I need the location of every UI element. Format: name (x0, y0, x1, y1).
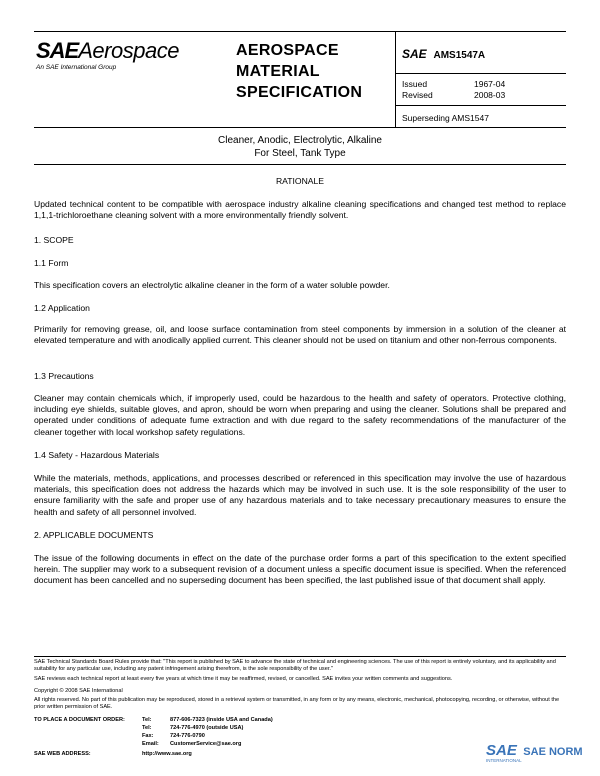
tel2-value: 724-776-4970 (outside USA) (170, 725, 244, 731)
footer-copyright: Copyright © 2008 SAE International (34, 688, 123, 694)
fax-label: Fax: (142, 733, 154, 739)
footer-rules-text: SAE Technical Standards Board Rules provide that: "This report is published by SAE to advance the state of technical and engineering sciences. The use of this report is entirely voluntary, and its applicability and suitability for any particular use, including any patent infringement arising therefrom, is the sole responsibility of the user." (34, 659, 556, 673)
email-value[interactable]: CustomerService@sae.org (170, 741, 242, 747)
section-1-2-text: Primarily for removing grease, oil, and loose surface contamination from steel components by immersion in a solution of the cleaner at elevated temperature and with anodically applied current. This cleaner should not be used on titanium and other non-ferrous components. (34, 324, 566, 346)
header-bottom-rule (34, 127, 566, 128)
header-top-rule (34, 31, 566, 32)
header-divider (395, 31, 396, 127)
email-label: Email: (142, 741, 159, 747)
doc-type-line1: AEROSPACE (236, 42, 339, 59)
header-number-rule (395, 73, 566, 74)
section-1-heading: 1. SCOPE (34, 235, 74, 245)
logo-aerospace: Aerospace (78, 38, 179, 63)
document-number: AMS1547A (433, 50, 486, 61)
section-1-2-heading: 1.2 Application (34, 303, 90, 313)
section-1-4-heading: 1.4 Safety - Hazardous Materials (34, 450, 160, 460)
logo-tagline: An SAE International Group (36, 64, 117, 71)
footer-rights-text: All rights reserved. No part of this publication may be reproduced, stored in a retrieval system or transmitted, in any form or by any means, electronic, mechanical, photocopying, recording, or otherwise, without the prior written permission of SAE. (34, 697, 560, 711)
doc-type-line3: SPECIFICATION (236, 84, 363, 101)
section-1-3-heading: 1.3 Precautions (34, 371, 94, 381)
issued-date: 1967-04 (474, 79, 506, 89)
rationale-text: Updated technical content to be compatible with aerospace industry alkaline cleaning specifications and changed test method to replace 1,1,1-trichloroethane cleaning solvent with a more environmentally friendly solvent. (34, 199, 566, 221)
norm-logo-sub: INTERNATIONAL (486, 758, 522, 763)
revised-label: Revised (402, 90, 433, 100)
document-type (236, 40, 362, 103)
issued-label: Issued (402, 79, 428, 89)
order-label: TO PLACE A DOCUMENT ORDER: (34, 717, 125, 723)
section-1-1-heading: 1.1 Form (34, 258, 69, 268)
fax-value: 724-776-0790 (170, 733, 205, 739)
footer-rule (34, 656, 566, 657)
revised-date: 2008-03 (474, 90, 506, 100)
document-number-block (402, 47, 485, 61)
superseding-note: Superseding AMS1547 (402, 113, 489, 123)
tel-value: 877-606-7323 (inside USA and Canada) (170, 717, 273, 723)
sae-norm-logo (486, 742, 583, 766)
header-dates-rule (395, 105, 566, 106)
section-1-1-text: This specification covers an electrolytic alkaline cleaner in the form of a water soluble powder. (34, 280, 390, 290)
norm-logo-sae: SAE (486, 742, 517, 759)
footer-review-text: SAE reviews each technical report at least every five years at which time it may be reaffirmed, revised, or cancelled. SAE invites your written comments and suggestions. (34, 676, 453, 682)
norm-logo-text: SAE NORM (523, 746, 583, 758)
section-1-3-text: Cleaner may contain chemicals which, if improperly used, could be hazardous to the health and safety of operators. Protective clothing, including eye shields, suitable gloves, and apron, should be worn when preparing and using the cleaner. Solutions shall be prepared and operated under conditions of adequate fume extraction and with due regard to the safety recommendations of the manufacturer of the cleaner together with local workshop safety regulations. (34, 393, 566, 437)
web-label: SAE WEB ADDRESS: (34, 751, 91, 757)
tel2-label: Tel: (142, 725, 152, 731)
web-value[interactable]: http://www.sae.org (142, 751, 192, 757)
doc-type-line2: MATERIAL (236, 63, 320, 80)
title-line2: For Steel, Tank Type (254, 148, 346, 159)
title-line1: Cleaner, Anodic, Electrolytic, Alkaline (218, 135, 382, 146)
sae-mark: SAE (402, 47, 427, 61)
title-bottom-rule (34, 164, 566, 165)
sae-aerospace-logo (36, 38, 179, 64)
logo-sae: SAE (36, 38, 79, 63)
section-2-heading: 2. APPLICABLE DOCUMENTS (34, 530, 154, 540)
document-title (34, 134, 566, 160)
section-1-4-text: While the materials, methods, applications, and processes described or referenced in this specification may involve the use of hazardous materials, this specification does not address the hazards which may be involved in such use. It is the sole responsibility of the user to ensure familiarity with the safe and proper use of any hazardous materials and to take necessary precautionary measures to ensure the health and safety of all personnel involved. (34, 473, 566, 517)
tel-label: Tel: (142, 717, 152, 723)
rationale-heading: RATIONALE (275, 176, 325, 186)
section-2-text: The issue of the following documents in effect on the date of the purchase order forms a part of this specification to the extent specified herein. The supplier may work to a subsequent revision of a document unless a specific document issue is specified. When the referenced document has been cancelled and no superseding document has been specified, the last published issue of that document shall apply. (34, 553, 566, 586)
